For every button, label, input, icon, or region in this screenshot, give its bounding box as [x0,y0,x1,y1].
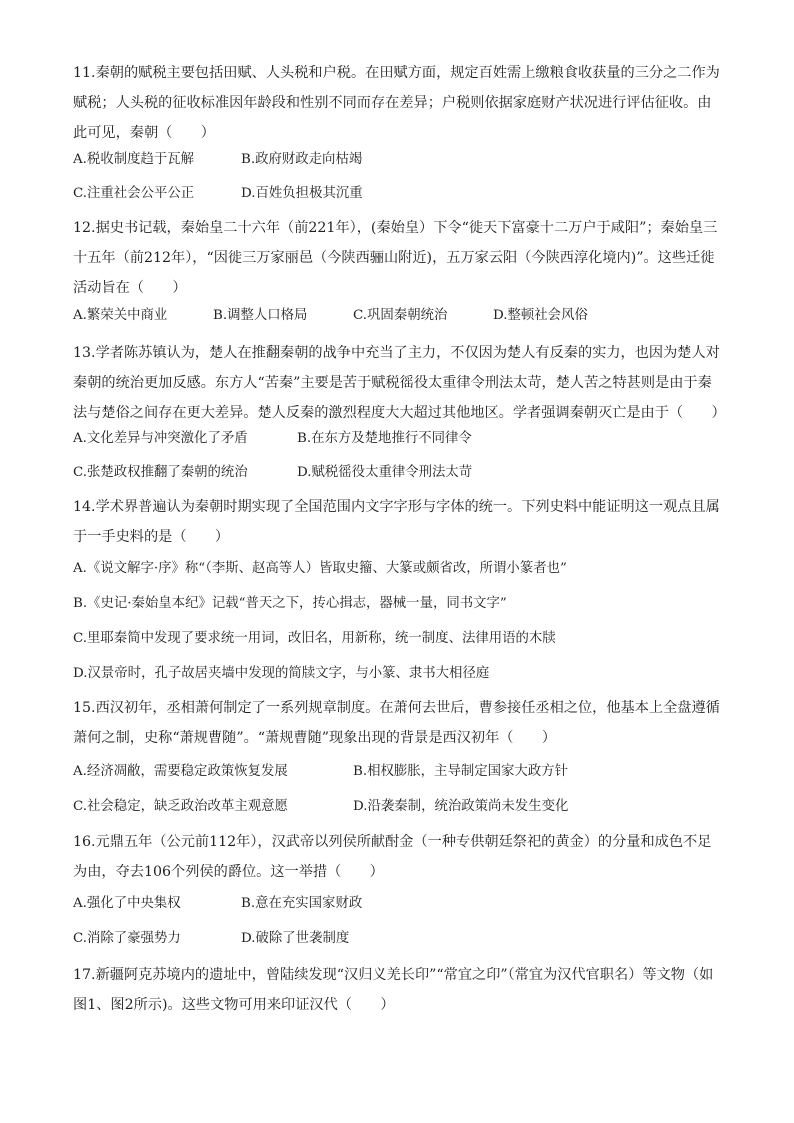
option-a[interactable]: A.文化差异与冲突激化了矛盾 [73,431,248,446]
option-c[interactable]: C.注重社会公平公正 [73,186,195,201]
question-stem: 16.元鼎五年（公元前112年），汉武帝以列侯所献酎金（一种专供朝廷祭祀的黄金）的分量和成色不足为由，夺去106个列侯的爵位。这一举措（ ） [73,834,712,880]
question-15-options [73,762,568,782]
option-b[interactable]: B.意在充实国家财政 [241,896,363,911]
option-d[interactable]: D.破除了世袭制度 [241,931,350,946]
option-d[interactable]: D.沿袭秦制，统治政策尚未发生变化 [353,799,569,814]
option-b[interactable]: B.调整人口格局 [213,308,308,323]
option-b[interactable]: B.政府财政走向枯竭 [241,152,363,167]
question-stem: 12.据史书记载，秦始皇二十六年（前221年），(秦始皇）下令“徙天下富豪十二万户于咸阳”；秦始皇三十五年（前212年），“因徙三万家丽邑（今陕西骊山附近)，五万家云阳（今陕西淳化境内)”。这些迁徙活动旨在（ ） [73,220,718,296]
question-11-options [73,150,362,170]
question-14 [73,492,723,552]
option-a[interactable]: A.强化了中央集权 [73,896,181,911]
option-c[interactable]: C.张楚政权推翻了秦朝的统治 [73,465,248,480]
question-stem: 17.新疆阿克苏境内的遗址中，曾陆续发现“汉归义羌长印”“常宜之印”（常宜为汉代官职名）等文物（如图1、图2所示)。这些文物可用来印证汉代（ ） [73,967,714,1013]
option-c[interactable]: C.巩固秦朝统治 [353,308,448,323]
question-16-options [73,894,362,914]
option-d[interactable]: D.百姓负担极其沉重 [241,186,363,201]
option-b[interactable]: B.《史记·秦始皇本纪》记载“普天之下，抟心揖志，器械一量，同书文字” [73,596,507,611]
question-12 [73,213,723,303]
option-a[interactable]: A.《说文解字·序》称“（李斯、赵高等人）皆取史籀、大篆或颇省改，所谓小篆者也” [73,561,567,576]
question-16 [73,827,723,887]
option-b[interactable]: B.在东方及楚地推行不同律令 [297,431,472,446]
question-stem: 11.秦朝的赋税主要包括田赋、人头税和户税。在田赋方面，规定百姓需上缴粮食收获量的三分之二作为赋税；人头税的征收标准因年龄段和性别不同而存在差异；户税则依据家庭财产状况进行评估征收。由此可见，秦朝（ ） [73,65,720,141]
option-b[interactable]: B.相权膨胀，主导制定国家大政方针 [353,764,568,779]
question-15-options-2 [73,797,568,817]
question-17 [73,960,723,1020]
option-d[interactable]: D.汉景帝时，孔子故居夹墙中发现的简牍文字，与小篆、隶书大相径庭 [73,666,490,681]
question-stem: 13.学者陈苏镇认为，楚人在推翻秦朝的战争中充当了主力，不仅因为楚人有反秦的实力，也因为楚人对秦朝的统治更加反感。东方人“苦秦”主要是苦于赋税徭役太重律令刑法太苛，楚人苦之特甚则是由于秦法与楚俗之间存在更大差异。楚人反秦的激烈程度大大超过其他地区。学者强调秦朝灭亡是由于（ ） [73,345,726,421]
question-13-options-2 [73,463,472,483]
question-16-options-2 [73,929,349,949]
question-11-options-2 [73,184,363,204]
option-c[interactable]: C.社会稳定，缺乏政治改革主观意愿 [73,799,288,814]
option-d[interactable]: D.整顿社会风俗 [493,308,588,323]
option-a[interactable]: A.繁荣关中商业 [73,308,168,323]
option-a[interactable]: A.税收制度趋于瓦解 [73,152,195,167]
question-stem: 14.学术界普遍认为秦朝时期实现了全国范围内文字字形与字体的统一。下列史料中能证明这一观点且属于一手史料的是（ ） [73,499,720,545]
option-d[interactable]: D.赋税徭役太重律令刑法太苛 [297,465,473,480]
question-13-options [73,429,472,449]
question-12-options [73,306,588,326]
question-13 [73,338,726,428]
option-c[interactable]: C.里耶秦简中发现了要求统一用词，改旧名，用新称，统一制度、法律用语的木牍 [73,631,556,646]
question-stem: 15.西汉初年，丞相萧何制定了一系列规章制度。在萧何去世后，曹参接任丞相之位，他基本上全盘遵循萧何之制，史称“萧规曹随”。“萧规曹随”现象出现的背景是西汉初年（ ） [73,700,720,746]
option-a[interactable]: A.经济凋敝，需要稳定政策恢复发展 [73,764,288,779]
question-15 [73,693,723,753]
option-c[interactable]: C.消除了豪强势力 [73,931,181,946]
question-11 [73,58,723,148]
